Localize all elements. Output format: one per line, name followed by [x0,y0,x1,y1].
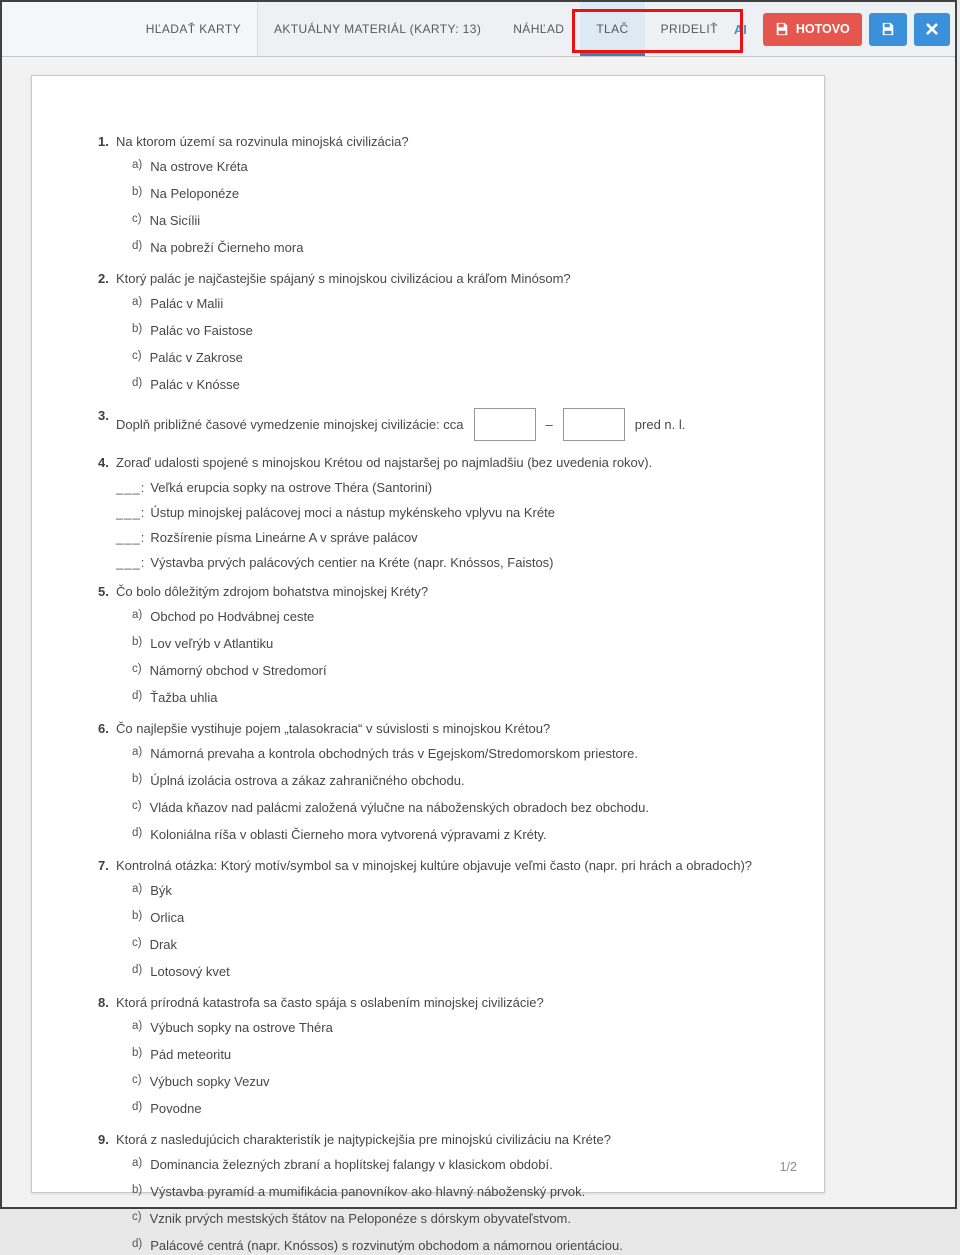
document-page [31,75,825,1253]
answer-option [98,350,784,367]
answer-option [98,636,784,653]
answer-option [98,323,784,340]
option-letter: a) [132,1020,143,1032]
option-text: Koloniálna ríša v oblasti Čierneho mora vytvorená výpravami z Kréty. [150,827,547,842]
option-letter: d) [132,964,143,976]
order-item-text: Výstavba prvých palácových centier na Kréte (napr. Knóssos, Faistos) [150,555,554,570]
option-text: Orlica [150,910,185,925]
question-2 [98,271,784,394]
option-text: Úplná izolácia ostrova a zákaz zahraničného obchodu. [150,773,465,788]
question-text: Ktorá z nasledujúcich charakteristík je najtypickejšia pre minojskú civilizáciu na Kréte? [116,1132,611,1147]
option-text: Na Sicílii [149,213,201,228]
answer-option [98,240,784,257]
answer-option [98,964,784,981]
question-number: 2. [98,271,109,286]
option-letter: c) [132,937,142,949]
fill-line [116,408,685,441]
option-text: Námorný obchod v Stredomorí [149,663,327,678]
option-text: Povodne [150,1101,202,1116]
tab-print[interactable] [580,2,644,56]
option-letter: a) [132,296,143,308]
option-letter: a) [132,1157,143,1169]
order-blank: ___: [116,530,146,545]
order-item-text: Veľká erupcia sopky na ostrove Théra (Santorini) [150,480,433,495]
answer-option [98,213,784,230]
question-text: Čo bolo dôležitým zdrojom bohatstva minojskej Kréty? [116,584,429,599]
option-letter: a) [132,883,143,895]
option-text: Palácové centrá (napr. Knóssos) s rozvinutým obchodom a námornou orientáciou. [150,1238,623,1253]
order-item [98,480,784,495]
option-letter: d) [132,1101,143,1113]
option-letter: b) [132,1047,143,1059]
question-number: 5. [98,584,109,599]
option-text: Palác vo Faistose [150,323,253,338]
answer-option [98,296,784,313]
tab-preview-label: NÁHĽAD [513,22,565,36]
option-letter: d) [132,827,143,839]
done-button[interactable] [763,13,862,46]
option-text: Lotosový kvet [150,964,230,979]
option-letter: c) [132,663,142,675]
answer-option [98,1074,784,1091]
done-button-label: HOTOVO [795,22,850,36]
question-9 [98,1132,784,1255]
answer-option [98,159,784,176]
option-text: Vláda kňazov nad palácmi založená výlučne na náboženských obradoch bez obchodu. [149,800,649,815]
tab-print-label: TLAČ [596,22,629,36]
question-text: Čo najlepšie vystihuje pojem „talasokracia“ v súvislosti s minojskou Krétou? [116,721,551,736]
question-text: Ktorá prírodná katastrofa sa často spája s oslabením minojskej civilizácie? [116,995,544,1010]
tab-preview[interactable] [497,2,580,56]
option-text: Palác v Malii [150,296,224,311]
question-7 [98,858,784,981]
question-text: Doplň približné časové vymedzenie minojskej civilizácie: cca [116,417,464,432]
question-number: 8. [98,995,109,1010]
option-text: Námorná prevaha a kontrola obchodných trás v Egejskom/Stredomorskom priestore. [150,746,638,761]
option-text: Na Peloponéze [150,186,240,201]
question-5 [98,584,784,707]
fill-input-start[interactable] [474,408,536,441]
ai-button[interactable]: AI [733,21,747,37]
option-letter: b) [132,773,143,785]
option-text: Drak [149,937,178,952]
tab-assign[interactable] [645,2,734,56]
option-text: Obchod po Hodvábnej ceste [150,609,315,624]
question-number: 4. [98,455,109,470]
order-blank: ___: [116,480,146,495]
question-4 [98,455,784,570]
answer-option [98,746,784,763]
tab-assign-label: PRIDELIŤ [660,22,718,36]
question-number: 6. [98,721,109,736]
save-icon [775,22,789,36]
answer-option [98,1211,784,1228]
option-letter: b) [132,636,143,648]
option-text: Na pobreží Čierneho mora [150,240,304,255]
question-number: 1. [98,134,109,149]
option-letter: c) [132,350,142,362]
save-icon [881,22,895,36]
answer-option [98,377,784,394]
order-item-text: Rozšírenie písma Lineárne A v správe palácov [150,530,418,545]
option-letter: d) [132,377,143,389]
option-text: Ťažba uhlia [150,690,218,705]
answer-option [98,883,784,900]
answer-option [98,1047,784,1064]
answer-option [98,827,784,844]
answer-option [98,186,784,203]
option-letter: b) [132,1184,143,1196]
question-1 [98,134,784,257]
answer-option [98,663,784,680]
option-text: Dominancia železných zbraní a hoplítskej falangy v klasickom období. [150,1157,553,1172]
answer-option [98,800,784,817]
option-letter: c) [132,213,142,225]
option-letter: c) [132,1074,142,1086]
question-text: Zoraď udalosti spojené s minojskou Krétou od najstaršej po najmladšiu (bez uvedenia rokov). [116,455,653,470]
question-suffix: pred n. l. [634,417,686,432]
option-letter: a) [132,609,143,621]
answer-option [98,1157,784,1174]
question-number: 9. [98,1132,109,1147]
option-letter: a) [132,746,143,758]
fill-input-end[interactable] [563,408,625,441]
answer-option [98,1238,784,1255]
option-letter: b) [132,323,143,335]
option-text: Palác v Zakrose [149,350,243,365]
order-item [98,530,784,545]
tab-current-material-label: AKTUÁLNY MATERIÁL (KARTY: 13) [274,22,482,36]
option-letter: d) [132,1238,143,1250]
option-letter: b) [132,910,143,922]
toolbar-actions [734,2,960,56]
option-letter: c) [132,1211,142,1223]
answer-option [98,773,784,790]
question-text: Na ktorom území sa rozvinula minojská civilizácia? [116,134,409,149]
option-letter: d) [132,240,143,252]
close-button[interactable] [914,13,950,46]
save-button[interactable] [869,13,907,46]
option-letter: d) [132,690,143,702]
order-item [98,555,784,570]
question-number: 7. [98,858,109,873]
option-text: Lov veľrýb v Atlantiku [150,636,274,651]
option-letter: c) [132,800,142,812]
question-3 [98,408,784,441]
page-indicator: 1/2 [779,1160,797,1174]
question-text: Kontrolná otázka: Ktorý motív/symbol sa v minojskej kultúre objavuje veľmi často (napr. pri hrách a obradoch)? [116,858,753,873]
option-text: Býk [150,883,172,898]
toolbar [2,2,955,57]
option-text: Na ostrove Kréta [150,159,248,174]
option-text: Pád meteoritu [150,1047,232,1062]
question-8 [98,995,784,1118]
close-icon [926,23,938,35]
question-6 [98,721,784,844]
option-letter: b) [132,186,143,198]
order-blank: ___: [116,505,146,520]
option-text: Palác v Knósse [150,377,240,392]
option-text: Výbuch sopky na ostrove Théra [150,1020,333,1035]
tab-current-material[interactable] [258,2,497,56]
order-item [98,505,784,520]
answer-option [98,1101,784,1118]
option-text: Výstavba pyramíd a mumifikácia panovníkov ako hlavný náboženský prvok. [150,1184,586,1199]
question-number: 3. [98,408,109,423]
answer-option [98,910,784,927]
range-separator: – [545,417,553,432]
answer-option [98,937,784,954]
answer-option [98,609,784,626]
answer-option [98,1184,784,1201]
order-blank: ___: [116,555,146,570]
tab-search-cards-label: HĽADAŤ KARTY [145,22,241,36]
answer-option [98,1020,784,1037]
answer-option [98,690,784,707]
option-letter: a) [132,159,143,171]
highlighted-tab-group [580,2,734,56]
preview-area [2,57,955,1253]
tab-search-cards[interactable] [2,2,258,56]
option-text: Vznik prvých mestských štátov na Peloponéze s dórskym obyvateľstvom. [149,1211,572,1226]
question-text: Ktorý palác je najčastejšie spájaný s minojskou civilizáciou a kráľom Minósom? [116,271,571,286]
option-text: Výbuch sopky Vezuv [149,1074,270,1089]
order-item-text: Ústup minojskej palácovej moci a nástup mykénskeho vplyvu na Kréte [150,505,555,520]
